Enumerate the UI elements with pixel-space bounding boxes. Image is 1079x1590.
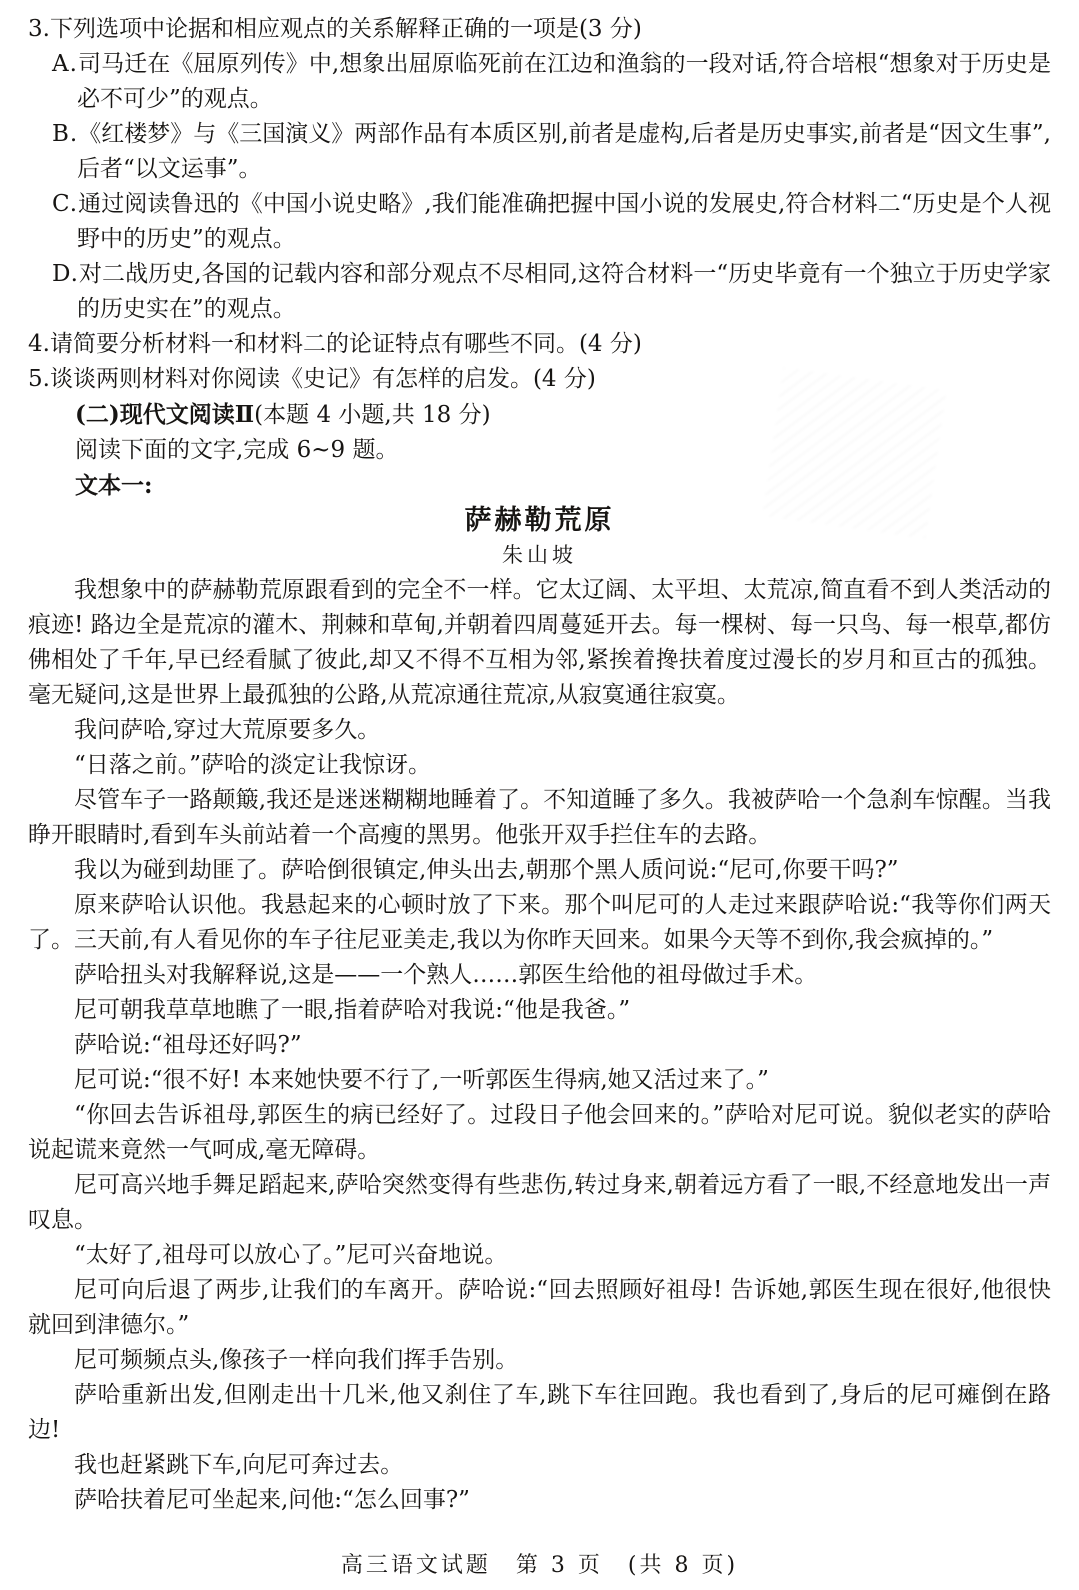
passage-author: 朱山坡 [502, 543, 577, 567]
passage-paragraph: 尼可向后退了两步,让我们的车离开。萨哈说:“回去照顾好祖母! 告诉她,郭医生现在很好,他很快就回到津德尔。” [28, 1277, 1051, 1338]
passage-paragraph: 我想象中的萨赫勒荒原跟看到的完全不一样。它太辽阔、太平坦、太荒凉,简直看不到人类活动的痕迹! 路边全是荒凉的灌木、荆棘和草甸,并朝着四周蔓延开去。每一棵树、每一只鸟、每一根草,都仿佛相处了千年,早已经看腻了彼此,却又不得不互相为邻,紧挨着搀扶着度过漫长的岁月和亘古的孤独。毫无疑问,这是世界上最孤独的公路,从荒凉通往荒凉,从寂寞通往寂寞。 [28, 577, 1051, 708]
option-a-label: A. [52, 51, 78, 77]
passage-paragraph: 萨哈扶着尼可坐起来,问他:“怎么回事?” [74, 1487, 470, 1513]
option-b-label: B. [52, 121, 79, 147]
text-one-label: 文本一: [75, 472, 153, 499]
section-header [28, 397, 1051, 433]
question-4: 4.请简要分析材料一和材料二的论证特点有哪些不同。(4 分) [28, 331, 642, 357]
option-d-label: D. [52, 261, 79, 287]
question-3-option-a [28, 47, 1051, 117]
passage-paragraph: 原来萨哈认识他。我悬起来的心顿时放了下来。那个叫尼可的人走过来跟萨哈说:“我等你们两天了。三天前,有人看见你的车子往尼亚美走,我以为你昨天回来。如果今天等不到你,我会疯掉的。” [28, 892, 1051, 953]
question-3-option-c [28, 187, 1051, 257]
passage-title: 萨赫勒荒原 [464, 505, 615, 536]
passage-paragraph: 我也赶紧跳下车,向尼可奔过去。 [74, 1452, 404, 1478]
question-5: 5.谈谈两则材料对你阅读《史记》有怎样的启发。(4 分) [28, 366, 596, 392]
passage-paragraph: “太好了,祖母可以放心了。”尼可兴奋地说。 [74, 1242, 508, 1268]
question-3-option-b [28, 117, 1051, 187]
passage-paragraph: 尼可说:“很不好! 本来她快要不行了,一听郭医生得病,她又活过来了。” [74, 1067, 769, 1093]
passage-paragraph: 我以为碰到劫匪了。萨哈倒很镇定,伸头出去,朝那个黑人质问说:“尼可,你要干吗?” [74, 857, 899, 883]
passage-paragraph: “日落之前。”萨哈的淡定让我惊讶。 [74, 752, 432, 778]
section-header-note: (本题 4 小题,共 18 分) [254, 402, 491, 428]
passage-paragraph: 尼可朝我草草地瞧了一眼,指着萨哈对我说:“他是我爸。” [74, 997, 631, 1023]
question-3-option-d [28, 257, 1051, 327]
option-c-text: 通过阅读鲁迅的《中国小说史略》,我们能准确把握中国小说的发展史,符合材料二“历史是个人视野中的历史”的观点。 [77, 191, 1051, 252]
passage-paragraph: 尽管车子一路颠簸,我还是迷迷糊糊地睡着了。不知道睡了多久。我被萨哈一个急刹车惊醒。当我睁开眼睛时,看到车头前站着一个高瘦的黑男。他张开双手拦住车的去路。 [28, 787, 1051, 848]
option-a-text: 司马迁在《屈原列传》中,想象出屈原临死前在江边和渔翁的一段对话,符合培根“想象对于历史是必不可少”的观点。 [77, 51, 1051, 112]
question-3-stem: 3.下列选项中论据和相应观点的关系解释正确的一项是(3 分) [28, 16, 642, 42]
page-footer: 高三语文试题 第 3 页 (共 8 页) [340, 1553, 739, 1578]
section-header-title: (二)现代文阅读Ⅱ [75, 401, 255, 428]
option-c-label: C. [52, 191, 79, 217]
reading-instruction: 阅读下面的文字,完成 6~9 题。 [75, 437, 399, 463]
passage-paragraph: 萨哈重新出发,但刚走出十几米,他又刹住了车,跳下车往回跑。我也看到了,身后的尼可瘫倒在路边! [28, 1382, 1051, 1443]
passage-paragraph: 尼可高兴地手舞足蹈起来,萨哈突然变得有些悲伤,转过身来,朝着远方看了一眼,不经意地发出一声叹息。 [28, 1172, 1051, 1233]
passage-paragraph: 萨哈扭头对我解释说,这是——一个熟人……郭医生给他的祖母做过手术。 [74, 962, 818, 988]
passage-paragraph: 萨哈说:“祖母还好吗?” [74, 1032, 302, 1058]
passage-paragraph: 我问萨哈,穿过大荒原要多久。 [74, 717, 381, 743]
passage-paragraph: “你回去告诉祖母,郭医生的病已经好了。过段日子他会回来的。”萨哈对尼可说。貌似老实的萨哈说起谎来竟然一气呵成,毫无障碍。 [28, 1102, 1051, 1163]
option-d-text: 对二战历史,各国的记载内容和部分观点不尽相同,这符合材料一“历史毕竟有一个独立于历史学家的历史实在”的观点。 [77, 261, 1051, 322]
option-b-text: 《红楼梦》与《三国演义》两部作品有本质区别,前者是虚构,后者是历史事实,前者是“因文生事”,后者“以文运事”。 [77, 121, 1051, 182]
passage-paragraph: 尼可频频点头,像孩子一样向我们挥手告别。 [74, 1347, 519, 1373]
